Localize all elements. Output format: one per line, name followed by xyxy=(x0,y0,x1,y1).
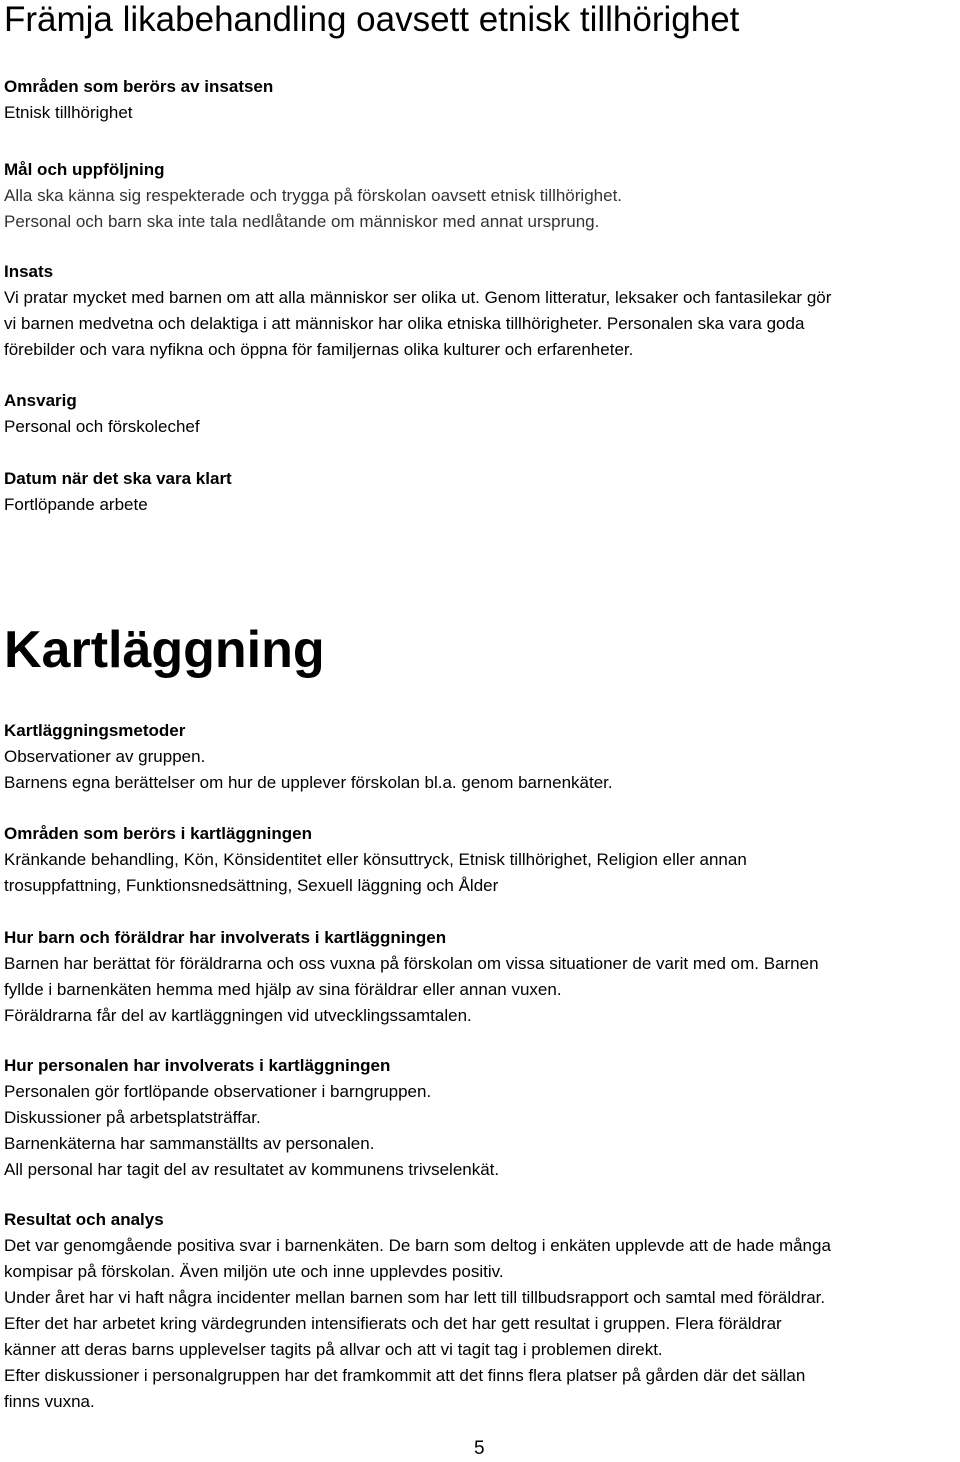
block-survey-areas-label: Områden som berörs i kartläggningen xyxy=(4,824,312,843)
block-survey-areas-line: trosuppfattning, Funktionsnedsättning, Sexuell läggning och Ålder xyxy=(4,876,499,895)
block-methods-line: Observationer av gruppen. xyxy=(4,747,206,766)
block-survey-areas-line: Kränkande behandling, Kön, Könsidentitet eller könsuttryck, Etnisk tillhörighet, Religion eller annan xyxy=(4,850,747,869)
block-effort xyxy=(4,259,954,363)
block-methods xyxy=(4,718,954,796)
block-effort-line: förebilder och vara nyfikna och öppna för familjernas olika kulturer och erfarenheter. xyxy=(4,340,634,359)
block-children-parents-line: Barnen har berättat för föräldrarna och oss vuxna på förskolan om vissa situationer de varit med om. Barnen xyxy=(4,954,819,973)
block-results-line: känner att deras barns upplevelser tagits på allvar och att vi tagit tag i problemen direkt. xyxy=(4,1340,663,1359)
block-results-line: Efter diskussioner i personalgruppen har det framkommit att det finns flera platser på gården där det sällan xyxy=(4,1366,806,1385)
block-goals xyxy=(4,157,954,235)
block-staff-label: Hur personalen har involverats i kartläggningen xyxy=(4,1056,391,1075)
block-children-parents-label: Hur barn och föräldrar har involverats i kartläggningen xyxy=(4,928,447,947)
block-deadline-line: Fortlöpande arbete xyxy=(4,495,148,514)
block-responsible-label: Ansvarig xyxy=(4,391,77,410)
block-results-label: Resultat och analys xyxy=(4,1210,164,1229)
block-areas xyxy=(4,74,954,126)
block-areas-label: Områden som berörs av insatsen xyxy=(4,77,274,96)
block-goals-line: Personal och barn ska inte tala nedlåtande om människor med annat ursprung. xyxy=(4,212,600,231)
block-effort-line: Vi pratar mycket med barnen om att alla människor ser olika ut. Genom litteratur, leksaker och fantasilekar gör xyxy=(4,288,832,307)
block-responsible-line: Personal och förskolechef xyxy=(4,417,200,436)
block-effort-line: vi barnen medvetna och delaktiga i att människor har olika etniska tillhörigheter. Personalen ska vara goda xyxy=(4,314,805,333)
block-deadline-label: Datum när det ska vara klart xyxy=(4,469,232,488)
block-goals-line: Alla ska känna sig respekterade och trygga på förskolan oavsett etnisk tillhörighet. xyxy=(4,186,623,205)
page-number: 5 xyxy=(474,1438,485,1459)
block-staff-line: All personal har tagit del av resultatet av kommunens trivselenkät. xyxy=(4,1160,500,1179)
block-staff xyxy=(4,1053,954,1183)
block-children-parents xyxy=(4,925,954,1029)
section-title-kartlaggning: Kartläggning xyxy=(4,621,325,679)
block-children-parents-line: fyllde i barnenkäten hemma med hjälp av sina föräldrar eller annan vuxen. xyxy=(4,980,562,999)
block-methods-line: Barnens egna berättelser om hur de upplever förskolan bl.a. genom barnenkäter. xyxy=(4,773,613,792)
block-staff-line: Barnenkäterna har sammanställts av personalen. xyxy=(4,1134,375,1153)
section-title-likabehandling: Främja likabehandling oavsett etnisk tillhörighet xyxy=(4,0,740,39)
block-areas-line: Etnisk tillhörighet xyxy=(4,103,133,122)
block-survey-areas xyxy=(4,821,954,899)
block-staff-line: Diskussioner på arbetsplatsträffar. xyxy=(4,1108,261,1127)
block-results-line: Under året har vi haft några incidenter mellan barnen som har lett till tillbudsrapport och samtal med föräldrar. xyxy=(4,1288,826,1307)
block-results-line: finns vuxna. xyxy=(4,1392,95,1411)
block-responsible xyxy=(4,388,954,440)
block-results-line: Det var genomgående positiva svar i barnenkäten. De barn som deltog i enkäten upplevde att de hade många xyxy=(4,1236,831,1255)
block-deadline xyxy=(4,466,954,518)
block-goals-label: Mål och uppföljning xyxy=(4,160,165,179)
block-effort-label: Insats xyxy=(4,262,54,281)
block-results-line: kompisar på förskolan. Även miljön ute och inne upplevdes positiv. xyxy=(4,1262,504,1281)
block-results-line: Efter det har arbetet kring värdegrunden intensifierats och det har gett resultat i gruppen. Flera föräldrar xyxy=(4,1314,782,1333)
block-children-parents-line: Föräldrarna får del av kartläggningen vid utvecklingssamtalen. xyxy=(4,1006,472,1025)
block-staff-line: Personalen gör fortlöpande observationer i barngruppen. xyxy=(4,1082,432,1101)
block-results xyxy=(4,1207,954,1415)
block-methods-label: Kartläggningsmetoder xyxy=(4,721,186,740)
